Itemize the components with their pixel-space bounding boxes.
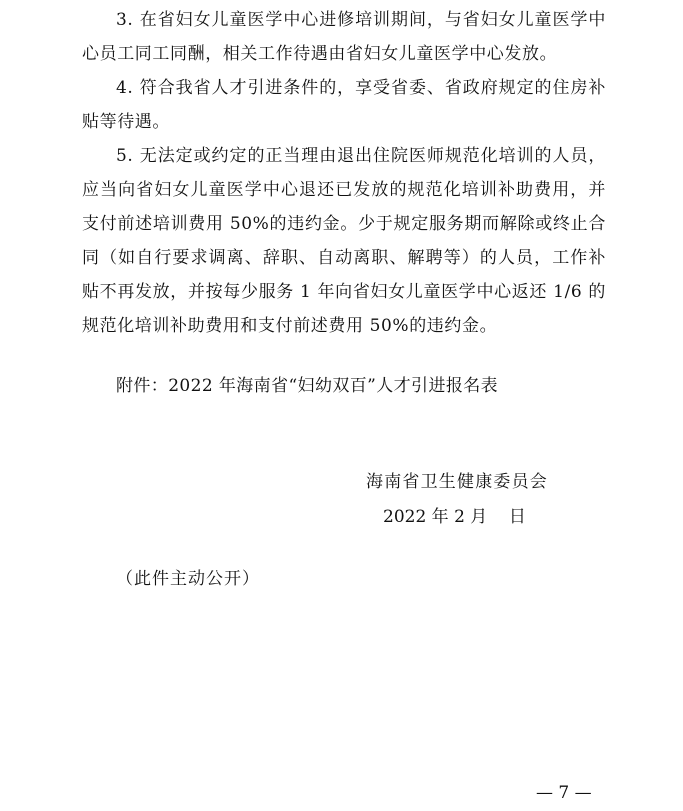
paragraph-item-4: 4. 符合我省人才引进条件的，享受省委、省政府规定的住房补贴等待遇。 <box>82 78 606 132</box>
page-number: — 7 — <box>536 783 592 803</box>
disclosure-note: （此件主动公开） <box>116 569 260 589</box>
issue-date: 2022 年 2 月 日 <box>383 507 526 527</box>
attachment-line: 附件：2022 年海南省“妇幼双百”人才引进报名表 <box>116 376 499 396</box>
paragraph-item-3: 3. 在省妇女儿童医学中心进修培训期间，与省妇女儿童医学中心员工同工同酬，相关工作待遇由省妇女儿童医学中心发放。 <box>82 10 606 64</box>
issuing-organization: 海南省卫生健康委员会 <box>366 472 548 492</box>
paragraph-item-5: 5. 无法定或约定的正当理由退出住院医师规范化培训的人员，应当向省妇女儿童医学中心退还已发放的规范化培训补助费用，并支付前述培训费用 50%的违约金。少于规定服务期而解除或终止合同（如自行要求调离、辞职、自动离职、解聘等）的人员，工作补贴不再发放，并按每少服务 1 年向省妇女儿童医学中心返还 1/6 的规范化培训补助费用和支付前述费用 50%的违约金。 <box>82 146 606 336</box>
